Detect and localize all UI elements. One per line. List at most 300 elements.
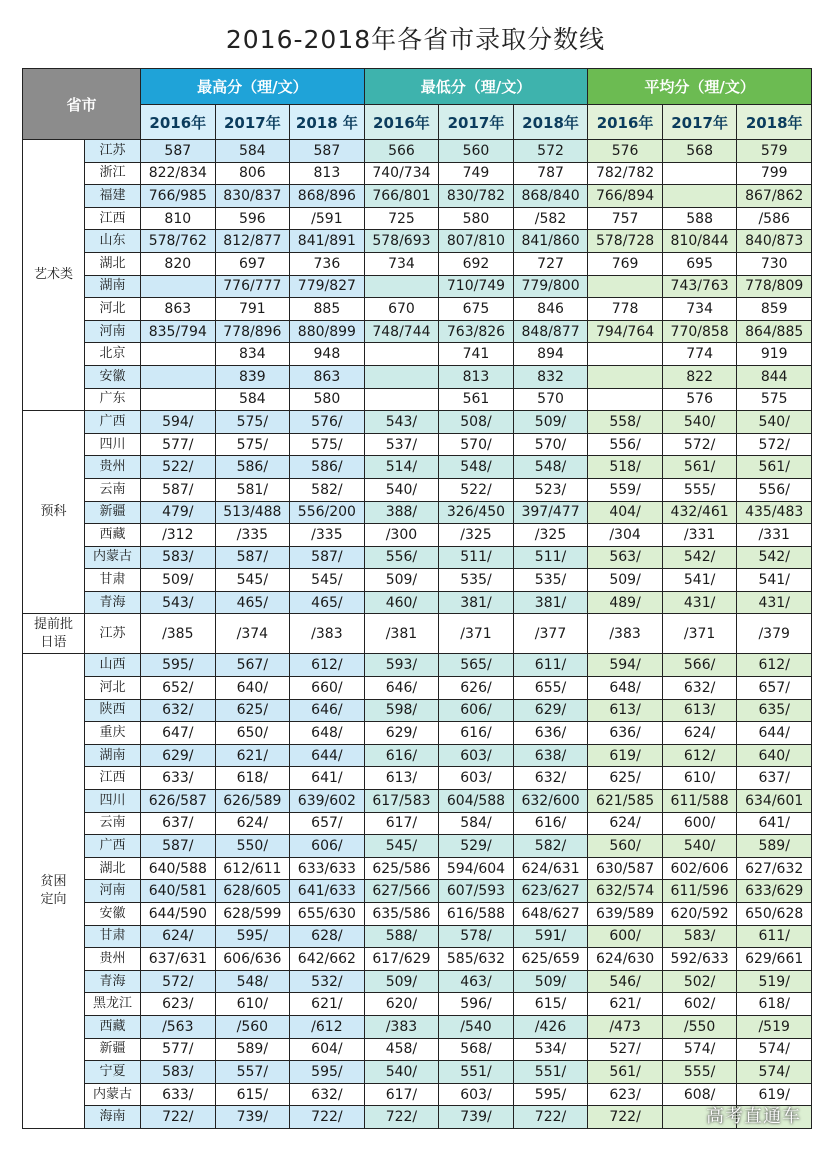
score-cell: 617/: [364, 812, 439, 835]
table-row: [23, 388, 812, 411]
score-cell: 623/: [141, 993, 216, 1016]
score-cell: /519: [737, 1015, 812, 1038]
score-cell: 381/: [439, 591, 514, 614]
score-cell: 502/: [662, 970, 737, 993]
score-cell: 822: [662, 365, 737, 388]
score-cell: 632/: [662, 677, 737, 700]
table-row: [23, 365, 812, 388]
score-cell: 388/: [364, 501, 439, 524]
score-cell: 587: [141, 140, 216, 163]
province-cell: 安徽: [85, 365, 141, 388]
score-cell: 587/: [141, 478, 216, 501]
province-cell: 福建: [85, 185, 141, 208]
score-cell: /426: [513, 1015, 588, 1038]
province-cell: 宁夏: [85, 1061, 141, 1084]
score-cell: 611/: [737, 925, 812, 948]
score-cell: 578/693: [364, 230, 439, 253]
table-row: [23, 1038, 812, 1061]
score-cell: 589/: [737, 835, 812, 858]
score-cell: 541/: [662, 569, 737, 592]
score-cell: 577/: [141, 433, 216, 456]
score-cell: 584: [215, 140, 290, 163]
score-cell: 556/: [737, 478, 812, 501]
score-cell: 560: [439, 140, 514, 163]
score-cell: 648/: [290, 722, 365, 745]
province-cell: 河北: [85, 298, 141, 321]
score-cell: /325: [439, 524, 514, 547]
score-cell: 620/592: [662, 903, 737, 926]
score-cell: 581/: [215, 478, 290, 501]
score-cell: 648/627: [513, 903, 588, 926]
province-cell: 重庆: [85, 722, 141, 745]
score-cell: 529/: [439, 835, 514, 858]
score-cell: 841/891: [290, 230, 365, 253]
score-cell: 612/: [662, 744, 737, 767]
category-cell: 提前批日语: [23, 614, 85, 654]
score-cell: 730: [737, 252, 812, 275]
score-cell: 743/763: [662, 275, 737, 298]
score-cell: 626/: [439, 677, 514, 700]
score-cell: 846: [513, 298, 588, 321]
table-row: [23, 456, 812, 479]
score-cell: 431/: [662, 591, 737, 614]
score-cell: 625/586: [364, 857, 439, 880]
score-cell: 561/: [588, 1061, 663, 1084]
score-cell: 575/: [290, 433, 365, 456]
table-row: [23, 478, 812, 501]
table-row: [23, 140, 812, 163]
score-cell: 568: [662, 140, 737, 163]
score-cell: [141, 275, 216, 298]
score-cell: 633/: [141, 767, 216, 790]
province-cell: 云南: [85, 478, 141, 501]
score-cell: 522/: [141, 456, 216, 479]
province-cell: 山东: [85, 230, 141, 253]
score-cell: [588, 388, 663, 411]
score-cell: 561/: [662, 456, 737, 479]
table-row: [23, 569, 812, 592]
score-cell: 540/: [364, 1061, 439, 1084]
score-cell: 600/: [588, 925, 663, 948]
score-cell: 604/: [290, 1038, 365, 1061]
table-body: [23, 140, 812, 1129]
score-cell: 596/: [439, 993, 514, 1016]
score-cell: 603/: [439, 1083, 514, 1106]
province-cell: 湖北: [85, 857, 141, 880]
score-cell: /612: [290, 1015, 365, 1038]
score-cell: 637/: [141, 812, 216, 835]
score-cell: 624/: [662, 722, 737, 745]
score-cell: 542/: [737, 546, 812, 569]
score-cell: 739/: [439, 1106, 514, 1129]
score-cell: 458/: [364, 1038, 439, 1061]
score-cell: 634/601: [737, 790, 812, 813]
score-cell: /374: [215, 614, 290, 654]
score-cell: 603/: [439, 744, 514, 767]
score-cell: [588, 365, 663, 388]
table-row: [23, 591, 812, 614]
table-row: [23, 298, 812, 321]
score-cell: 550/: [215, 835, 290, 858]
table-row: [23, 185, 812, 208]
score-cell: 646/: [364, 677, 439, 700]
avg-score-header: 平均分（理/文）: [588, 69, 812, 105]
score-cell: 546/: [588, 970, 663, 993]
score-cell: /383: [364, 1015, 439, 1038]
table-row: [23, 812, 812, 835]
score-cell: 556/: [364, 546, 439, 569]
province-cell: 江西: [85, 207, 141, 230]
score-cell: 598/: [364, 699, 439, 722]
page-title: 2016-2018年各省市录取分数线: [225, 25, 606, 54]
table-row: [23, 677, 812, 700]
score-cell: 806: [215, 162, 290, 185]
score-cell: 822/834: [141, 162, 216, 185]
score-cell: 580: [290, 388, 365, 411]
score-cell: 595/: [215, 925, 290, 948]
score-cell: 641/633: [290, 880, 365, 903]
score-cell: 626/587: [141, 790, 216, 813]
score-cell: 776/777: [215, 275, 290, 298]
score-cell: 566: [364, 140, 439, 163]
table-row: [23, 880, 812, 903]
score-cell: 628/599: [215, 903, 290, 926]
score-cell: 603/: [439, 767, 514, 790]
table-row: [23, 970, 812, 993]
score-cell: /325: [513, 524, 588, 547]
score-cell: 710/749: [439, 275, 514, 298]
table-row: [23, 162, 812, 185]
score-cell: 586/: [215, 456, 290, 479]
score-cell: 583/: [141, 546, 216, 569]
score-cell: 593/: [364, 654, 439, 677]
score-cell: 584: [215, 388, 290, 411]
score-cell: [662, 185, 737, 208]
province-cell: 内蒙古: [85, 546, 141, 569]
score-cell: 644/: [290, 744, 365, 767]
score-cell: 628/605: [215, 880, 290, 903]
score-cell: /586: [737, 207, 812, 230]
score-cell: 613/: [588, 699, 663, 722]
score-cell: 617/: [364, 1083, 439, 1106]
score-cell: /385: [141, 614, 216, 654]
score-cell: /381: [364, 614, 439, 654]
province-cell: 广东: [85, 388, 141, 411]
province-cell: 青海: [85, 591, 141, 614]
table-row: [23, 614, 812, 654]
score-cell: 820: [141, 252, 216, 275]
year-header: 2018 年: [290, 105, 365, 140]
score-cell: 556/200: [290, 501, 365, 524]
score-cell: 736: [290, 252, 365, 275]
score-cell: 566/: [662, 654, 737, 677]
score-cell: 548/: [513, 456, 588, 479]
score-cell: 611/: [513, 654, 588, 677]
score-cell: 537/: [364, 433, 439, 456]
score-cell: 551/: [513, 1061, 588, 1084]
score-cell: 540/: [364, 478, 439, 501]
score-cell: 613/: [364, 767, 439, 790]
score-cell: 859: [737, 298, 812, 321]
score-cell: 835/794: [141, 320, 216, 343]
score-cell: 588: [662, 207, 737, 230]
score-cell: 655/630: [290, 903, 365, 926]
score-cell: 557/: [215, 1061, 290, 1084]
score-cell: 558/: [588, 411, 663, 434]
score-cell: 604/588: [439, 790, 514, 813]
province-cell: 新疆: [85, 1038, 141, 1061]
score-cell: 583/: [662, 925, 737, 948]
score-cell: 326/450: [439, 501, 514, 524]
score-cell: 545/: [215, 569, 290, 592]
score-cell: [141, 388, 216, 411]
score-cell: 635/586: [364, 903, 439, 926]
score-cell: 640/581: [141, 880, 216, 903]
score-cell: 602/606: [662, 857, 737, 880]
score-cell: 625/: [588, 767, 663, 790]
score-cell: 834: [215, 343, 290, 366]
score-cell: 647/: [141, 722, 216, 745]
table-row: [23, 433, 812, 456]
score-cell: 650/: [215, 722, 290, 745]
score-cell: 582/: [290, 478, 365, 501]
province-cell: 江苏: [85, 614, 141, 654]
score-cell: 583/: [141, 1061, 216, 1084]
score-cell: 644/590: [141, 903, 216, 926]
score-cell: 919: [737, 343, 812, 366]
score-cell: 625/: [215, 699, 290, 722]
score-cell: 727: [513, 252, 588, 275]
score-cell: 748/744: [364, 320, 439, 343]
score-cell: 627/566: [364, 880, 439, 903]
score-cell: 589/: [215, 1038, 290, 1061]
score-cell: 615/: [215, 1083, 290, 1106]
score-cell: 489/: [588, 591, 663, 614]
score-cell: 570/: [439, 433, 514, 456]
score-cell: 560/: [588, 835, 663, 858]
score-cell: 740/734: [364, 162, 439, 185]
province-cell: 江苏: [85, 140, 141, 163]
score-cell: 725: [364, 207, 439, 230]
score-cell: 722/: [513, 1106, 588, 1129]
score-cell: 637/631: [141, 948, 216, 971]
score-cell: 766/801: [364, 185, 439, 208]
score-cell: [364, 365, 439, 388]
score-cell: 621/: [588, 993, 663, 1016]
score-cell: 535/: [439, 569, 514, 592]
score-cell: /379: [737, 614, 812, 654]
category-cell: 预科: [23, 411, 85, 614]
table-row: [23, 835, 812, 858]
score-cell: 623/: [588, 1083, 663, 1106]
score-cell: [588, 343, 663, 366]
score-cell: 722/: [364, 1106, 439, 1129]
score-cell: /312: [141, 524, 216, 547]
table-row: [23, 790, 812, 813]
score-cell: 695: [662, 252, 737, 275]
score-cell: 636/: [588, 722, 663, 745]
province-cell: 内蒙古: [85, 1083, 141, 1106]
score-cell: [364, 388, 439, 411]
score-cell: 778: [588, 298, 663, 321]
score-cell: 548/: [215, 970, 290, 993]
score-cell: 629/: [364, 722, 439, 745]
province-cell: 湖南: [85, 275, 141, 298]
table-row: [23, 699, 812, 722]
year-header: 2016年: [588, 105, 663, 140]
year-header: 2017年: [662, 105, 737, 140]
score-cell: 608/: [662, 1083, 737, 1106]
score-cell: 722/: [290, 1106, 365, 1129]
min-score-header: 最低分（理/文）: [364, 69, 588, 105]
score-cell: 810/844: [662, 230, 737, 253]
province-cell: 河南: [85, 320, 141, 343]
score-cell: 555/: [662, 478, 737, 501]
score-cell: 541/: [737, 569, 812, 592]
score-cell: 799: [737, 162, 812, 185]
score-cell: 578/762: [141, 230, 216, 253]
score-cell: /377: [513, 614, 588, 654]
score-cell: 582/: [513, 835, 588, 858]
score-cell: 867/862: [737, 185, 812, 208]
score-cell: 596: [215, 207, 290, 230]
score-cell: 584/: [439, 812, 514, 835]
score-cell: 586/: [290, 456, 365, 479]
score-cell: 734: [662, 298, 737, 321]
score-cell: 613/: [662, 699, 737, 722]
score-cell: /473: [588, 1015, 663, 1038]
score-cell: 587/: [290, 546, 365, 569]
table-row: [23, 207, 812, 230]
score-cell: 606/: [439, 699, 514, 722]
province-cell: 北京: [85, 343, 141, 366]
score-cell: 813: [290, 162, 365, 185]
score-cell: 404/: [588, 501, 663, 524]
score-cell: 551/: [439, 1061, 514, 1084]
score-cell: 619/: [588, 744, 663, 767]
score-cell: 635/: [737, 699, 812, 722]
score-cell: 616/: [513, 812, 588, 835]
score-cell: 637/: [737, 767, 812, 790]
score-cell: 563/: [588, 546, 663, 569]
province-cell: 青海: [85, 970, 141, 993]
score-cell: 623/627: [513, 880, 588, 903]
score-cell: /560: [215, 1015, 290, 1038]
score-cell: 863: [290, 365, 365, 388]
score-cell: 616/: [364, 744, 439, 767]
score-cell: 619/: [737, 1083, 812, 1106]
score-cell: 570/: [513, 433, 588, 456]
score-cell: 575/: [215, 411, 290, 434]
score-cell: 624/: [588, 812, 663, 835]
score-cell: 628/: [290, 925, 365, 948]
score-cell: 629/: [513, 699, 588, 722]
score-cell: 657/: [290, 812, 365, 835]
score-cell: 652/: [141, 677, 216, 700]
province-cell: 山西: [85, 654, 141, 677]
score-cell: 787: [513, 162, 588, 185]
watermark: 高考直通车: [706, 1106, 801, 1127]
score-cell: 576: [588, 140, 663, 163]
score-cell: 555/: [662, 1061, 737, 1084]
score-cell: 646/: [290, 699, 365, 722]
score-cell: [364, 343, 439, 366]
score-cell: 625/659: [513, 948, 588, 971]
score-cell: 534/: [513, 1038, 588, 1061]
score-cell: /335: [290, 524, 365, 547]
year-header: 2017年: [439, 105, 514, 140]
table-row: [23, 501, 812, 524]
score-cell: 618/: [737, 993, 812, 1016]
score-cell: 620/: [364, 993, 439, 1016]
max-score-header: 最高分（理/文）: [141, 69, 365, 105]
score-cell: 644/: [737, 722, 812, 745]
score-cell: 626/589: [215, 790, 290, 813]
score-cell: 616/: [439, 722, 514, 745]
score-cell: 640/: [737, 744, 812, 767]
year-header: 2018年: [513, 105, 588, 140]
score-cell: /335: [215, 524, 290, 547]
score-cell: 657/: [737, 677, 812, 700]
score-cell: /582: [513, 207, 588, 230]
score-cell: 572/: [737, 433, 812, 456]
score-cell: 543/: [141, 591, 216, 614]
province-cell: 浙江: [85, 162, 141, 185]
province-cell: 四川: [85, 790, 141, 813]
score-cell: 612/: [290, 654, 365, 677]
score-cell: 675: [439, 298, 514, 321]
score-cell: 518/: [588, 456, 663, 479]
score-cell: 632/: [141, 699, 216, 722]
score-cell: 431/: [737, 591, 812, 614]
score-cell: 778/809: [737, 275, 812, 298]
score-cell: 791: [215, 298, 290, 321]
table-row: [23, 903, 812, 926]
score-cell: 588/: [364, 925, 439, 948]
score-cell: 511/: [439, 546, 514, 569]
province-cell: 西藏: [85, 1015, 141, 1038]
score-cell: 559/: [588, 478, 663, 501]
score-cell: 574/: [737, 1061, 812, 1084]
score-cell: 648/: [588, 677, 663, 700]
score-cell: 639/589: [588, 903, 663, 926]
province-cell: 湖南: [85, 744, 141, 767]
year-header: 2016年: [364, 105, 439, 140]
score-cell: 624/631: [513, 857, 588, 880]
year-header: 2016年: [141, 105, 216, 140]
score-cell: 624/: [141, 925, 216, 948]
score-cell: 600/: [662, 812, 737, 835]
score-cell: 570: [513, 388, 588, 411]
score-cell: 621/: [290, 993, 365, 1016]
score-cell: 618/: [215, 767, 290, 790]
province-cell: 新疆: [85, 501, 141, 524]
score-cell: 463/: [439, 970, 514, 993]
score-cell: 578/: [439, 925, 514, 948]
score-cell: 509/: [364, 569, 439, 592]
score-cell: 585/632: [439, 948, 514, 971]
score-cell: 594/: [141, 411, 216, 434]
score-cell: 749: [439, 162, 514, 185]
province-cell: 黑龙江: [85, 993, 141, 1016]
score-cell: 509/: [364, 970, 439, 993]
score-cell: 587/: [215, 546, 290, 569]
score-cell: 594/: [588, 654, 663, 677]
score-cell: 535/: [513, 569, 588, 592]
score-cell: 660/: [290, 677, 365, 700]
score-cell: 545/: [290, 569, 365, 592]
table-row: [23, 722, 812, 745]
